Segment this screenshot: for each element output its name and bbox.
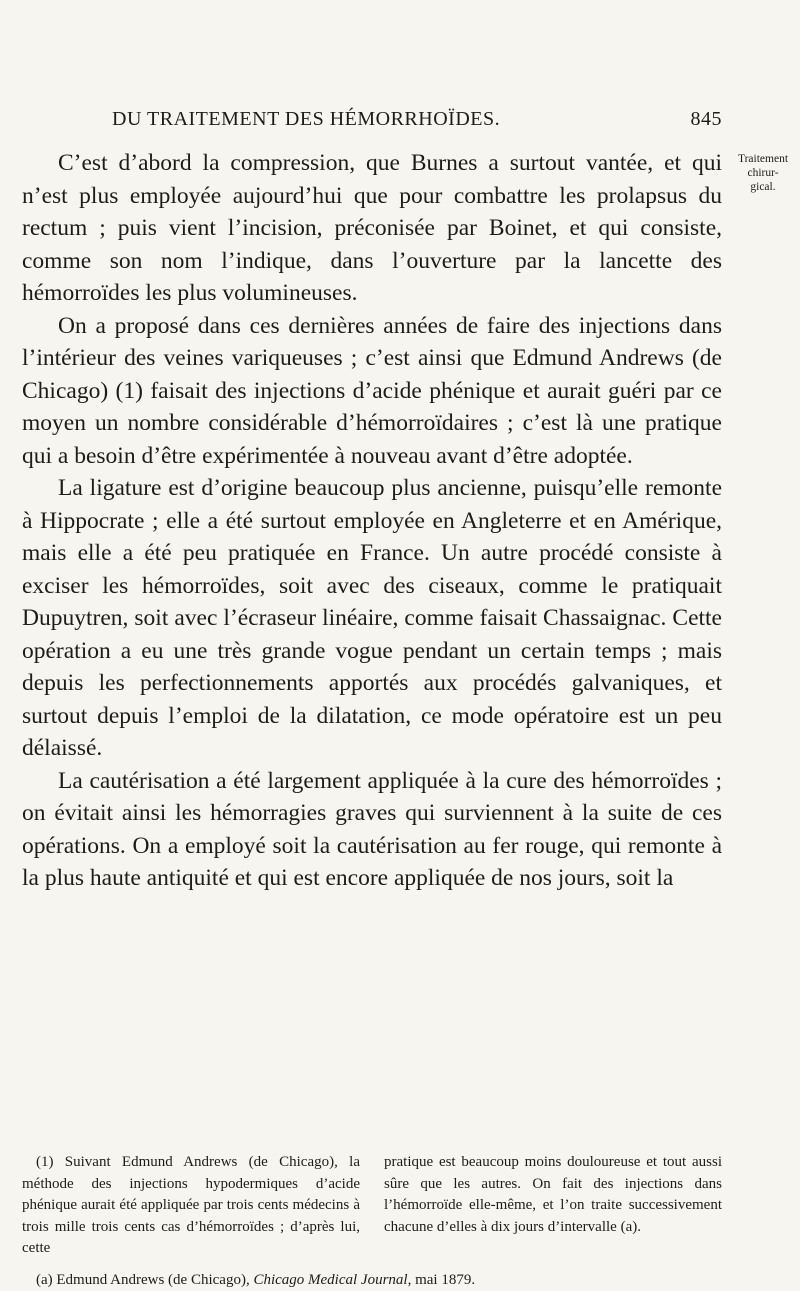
footnote-text: (1) Suivant Edmund Andrews (de Chicago), la méthode des injections hypodermiques d’acide phénique aurait été appliquée par trois cents médecins à trois mille trois cents cas d’hémorroïdes ; d’après lui, cette (22, 1152, 360, 1260)
footnote-column (22, 1152, 360, 1260)
footnote-a-suffix: , mai 1879. (408, 1272, 476, 1288)
margin-note-line: chirur- (728, 166, 798, 180)
paragraph: On a proposé dans ces dernières années de faire des injections dans l’intérieur des veines variqueuses ; c’est ainsi que Edmund Andrews (de Chicago) (1) faisait des injections d’acide phénique et aurait guéri par ce moyen un nombre considérable d’hémorroïdaires ; c’est là une pratique qui a besoin d’être expérimentée à nouveau avant d’être adoptée. (22, 310, 722, 473)
paragraph: La ligature est d’origine beaucoup plus ancienne, puisqu’elle remonte à Hippocrate ; elle a été surtout employée en Angleterre et en Amérique, mais elle a été peu pratiquée en France. Un autre procédé consiste à exciser les hémorroïdes, soit avec des ciseaux, comme le pratiquait Dupuytren, soit avec l’écraseur linéaire, comme faisait Chassaignac. Cette opération a eu une très grande vogue pendant un certain temps ; mais depuis les perfectionnements apportés aux procédés galvaniques, et surtout depuis l’emploi de la dilatation, ce mode opératoire est un peu délaissé. (22, 472, 722, 765)
footnote-1 (22, 1152, 722, 1260)
paragraph: C’est d’abord la compression, que Burnes a surtout vantée, et qui n’est plus employée aujourd’hui que pour combattre les prolapsus du rectum ; puis vient l’incision, préconisée par Boinet, et qui consiste, comme son nom l’indique, dans l’ouverture par la lancette des hémorroïdes les plus volumineuses. (22, 147, 722, 310)
paragraph: La cautérisation a été largement appliquée à la cure des hémorroïdes ; on évitait ainsi les hémorragies graves qui surviennent à la suite de ces opérations. On a employé soit la cautérisation au fer rouge, qui remonte à la plus haute antiquité et qui est encore appliquée de nos jours, soit la (22, 765, 722, 895)
margin-note-line: Traitement (728, 152, 798, 166)
footnote-column (384, 1152, 722, 1260)
footnotes (22, 1152, 722, 1291)
footnote-text: pratique est beaucoup moins douloureuse et tout aussi sûre que les autres. On fait des injections dans l’hémorroïde elle-même, et l’on traite successivement chacune d’elles à dix jours d’intervalle (a). (384, 1152, 722, 1238)
margin-note (728, 152, 798, 194)
running-title: DU TRAITEMENT DES HÉMORRHOÏDES. (112, 108, 500, 131)
journal-title: Chicago Medical Journal (253, 1272, 407, 1288)
footnote-a (22, 1270, 722, 1291)
footnote-a-prefix: (a) Edmund Andrews (de Chicago), (36, 1272, 253, 1288)
page-number: 845 (691, 108, 723, 131)
margin-note-line: gical. (728, 180, 798, 194)
body-text (22, 147, 722, 895)
